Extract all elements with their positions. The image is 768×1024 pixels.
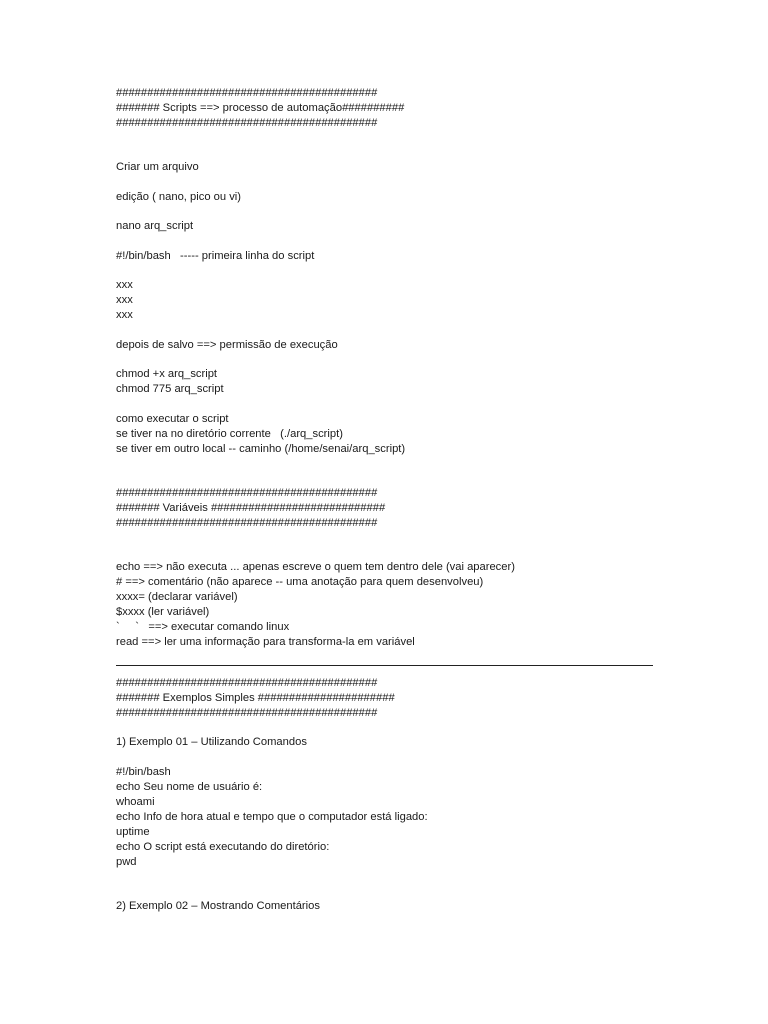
- variaveis-line: # ==> comentário (não aparece -- uma anotação para quem desenvolveu): [116, 575, 484, 588]
- variaveis-line: xxxx= (declarar variável): [116, 590, 238, 603]
- header3-line1: ##########################################: [116, 676, 378, 689]
- text-xxx: xxx: [116, 294, 133, 306]
- exemplo1-code-line: pwd: [116, 855, 137, 868]
- exemplo1-code-line: whoami: [116, 795, 155, 808]
- horizontal-divider: [116, 665, 653, 666]
- variaveis-line: echo ==> não executa ... apenas escreve o quem tem dentro dele (vai aparecer): [116, 560, 515, 573]
- header2-title: ####### Variáveis ############################: [116, 501, 386, 514]
- header2-line3: ##########################################: [116, 516, 378, 529]
- text-chmod: chmod +x arq_script: [116, 368, 218, 380]
- exemplo1-code-line: echo Seu nome de usuário é:: [116, 780, 263, 793]
- exemplo1-code-line: echo Info de hora atual e tempo que o computador está ligado:: [116, 810, 428, 823]
- exemplo1-code-line: #!/bin/bash: [116, 765, 171, 778]
- header3-title: ####### Exemplos Simples ######################: [116, 691, 395, 704]
- header2-line1: ##########################################: [116, 486, 378, 499]
- text-xxx: xxx: [116, 279, 133, 291]
- header3-line3: ##########################################: [116, 706, 378, 719]
- text-executar: como executar o script: [116, 412, 229, 425]
- exemplo1-title: 1) Exemplo 01 – Utilizando Comandos: [116, 736, 307, 748]
- text-executar: se tiver em outro local -- caminho (/home/senai/arq_script): [116, 442, 406, 455]
- document-page: [116, 86, 676, 914]
- text-depois-salvo: depois de salvo ==> permissão de execução: [116, 338, 338, 351]
- exemplo2-title: 2) Exemplo 02 – Mostrando Comentários: [116, 899, 320, 912]
- text-executar: se tiver na no diretório corrente (./arq_script): [116, 427, 343, 440]
- header1-line3: ##########################################: [116, 117, 378, 129]
- variaveis-line: read ==> ler uma informação para transforma-la em variável: [116, 635, 415, 648]
- exemplo1-code-line: echo O script está executando do diretório:: [116, 840, 330, 853]
- text-criar-arquivo: Criar um arquivo: [116, 161, 199, 173]
- text-chmod: chmod 775 arq_script: [116, 383, 224, 395]
- exemplo1-code-line: uptime: [116, 825, 150, 838]
- header1-line1: ##########################################: [116, 87, 378, 99]
- variaveis-line: $xxxx (ler variável): [116, 605, 210, 618]
- variaveis-line: ` ` ==> executar comando linux: [116, 620, 290, 633]
- text-edicao: edição ( nano, pico ou vi): [116, 190, 242, 203]
- text-xxx: xxx: [116, 309, 133, 321]
- text-shebang: #!/bin/bash ----- primeira linha do script: [116, 249, 315, 262]
- text-nano: nano arq_script: [116, 220, 194, 232]
- header1-title: ####### Scripts ==> processo de automação##########: [116, 102, 405, 114]
